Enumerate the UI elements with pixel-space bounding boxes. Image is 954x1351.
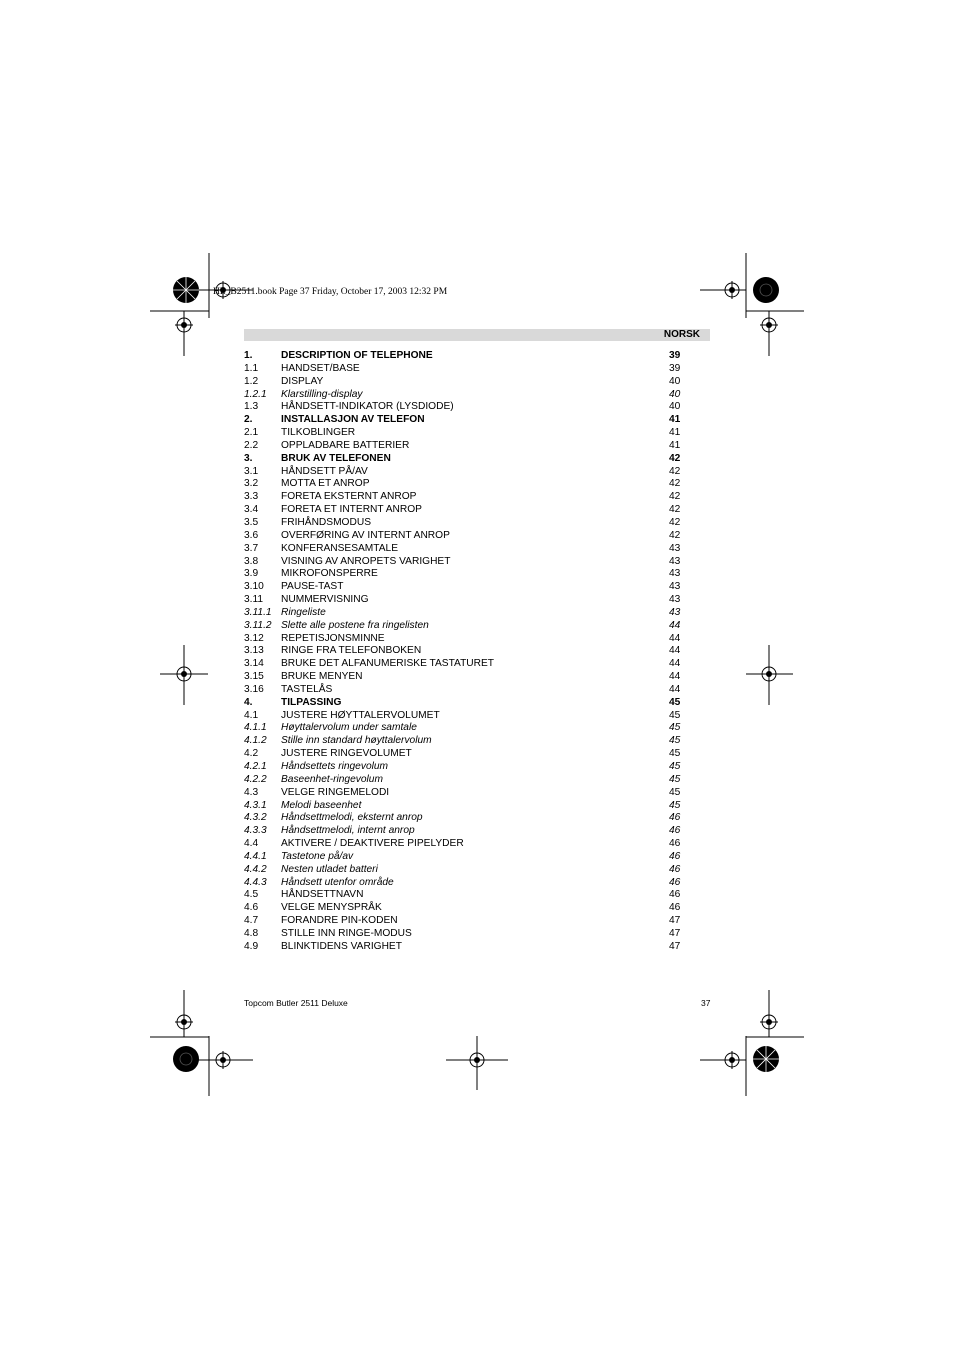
toc-entry — [244, 633, 684, 646]
toc-entry-num: 3.11.2 — [244, 619, 272, 631]
toc-entry-title: Slette alle postene fra ringelisten — [281, 619, 429, 631]
toc-entry-title: Ringeliste — [281, 606, 326, 618]
toc-entry-page: 43 — [669, 568, 681, 580]
toc-entry-page: 42 — [669, 491, 681, 503]
toc-entry-num: 4.4.2 — [244, 863, 267, 875]
toc-entry-title: MOTTA ET ANROP — [281, 478, 370, 490]
toc-entry — [244, 928, 684, 941]
toc-entry-num: 1.2 — [244, 375, 259, 387]
toc-entry-title: DESCRIPTION OF TELEPHONE — [281, 350, 433, 361]
toc-entry — [244, 363, 684, 376]
table-of-contents — [244, 350, 684, 954]
toc-entry-num: 3.6 — [244, 529, 259, 541]
toc-entry-title: Håndsettets ringevolum — [281, 761, 389, 772]
toc-entry-num: 3.1 — [244, 465, 259, 477]
toc-entry-num: 2.2 — [244, 439, 259, 451]
toc-entry-page: 39 — [669, 350, 681, 361]
toc-entry-num: 3.16 — [244, 683, 264, 695]
toc-entry-num: 4.2.2 — [244, 773, 267, 785]
toc-entry-num: 4.3.2 — [244, 812, 267, 824]
toc-entry — [244, 645, 684, 658]
toc-entry-num: 4.2.1 — [244, 761, 267, 772]
toc-entry-page: 40 — [669, 388, 681, 400]
toc-entry-num: 4.2 — [244, 748, 259, 760]
toc-entry — [244, 466, 684, 479]
toc-entry-page: 44 — [669, 619, 681, 631]
toc-entry-page: 41 — [669, 439, 681, 451]
toc-entry-title: Klarstilling-display — [281, 388, 363, 400]
toc-entry-num: 4.1.2 — [244, 735, 267, 747]
toc-entry-title: JUSTERE RINGEVOLUMET — [281, 748, 412, 760]
toc-entry — [244, 427, 684, 440]
toc-entry — [244, 851, 684, 864]
toc-entry-num: 3.8 — [244, 555, 259, 567]
toc-entry — [244, 864, 684, 877]
toc-entry-num: 1.2.1 — [244, 388, 267, 400]
toc-entry-title: VISNING AV ANROPETS VARIGHET — [281, 555, 451, 567]
toc-entry — [244, 530, 684, 543]
toc-entry-num: 4.8 — [244, 927, 259, 939]
toc-entry — [244, 748, 684, 761]
toc-entry — [244, 825, 684, 838]
toc-entry — [244, 453, 684, 466]
toc-entry-page: 45 — [669, 696, 681, 708]
toc-entry — [244, 401, 684, 414]
toc-entry — [244, 556, 684, 569]
toc-entry — [244, 620, 684, 633]
toc-entry-page: 46 — [669, 812, 681, 824]
toc-entry-num: 3.14 — [244, 658, 264, 670]
toc-entry-page: 46 — [669, 838, 681, 850]
toc-entry-title: Tastetone på/av — [281, 850, 354, 862]
toc-entry-title: MIKROFONSPERRE — [281, 568, 378, 580]
toc-entry — [244, 350, 684, 363]
toc-entry-page: 44 — [669, 632, 681, 644]
toc-entry — [244, 684, 684, 697]
toc-entry-page: 46 — [669, 850, 681, 862]
toc-entry — [244, 376, 684, 389]
toc-entry — [244, 568, 684, 581]
toc-entry — [244, 543, 684, 556]
toc-entry-title: Høyttalervolum under samtale — [281, 722, 417, 734]
toc-entry-num: 3.4 — [244, 504, 259, 516]
toc-entry — [244, 710, 684, 723]
toc-entry-page: 46 — [669, 825, 681, 837]
toc-entry-title: TILPASSING — [281, 696, 342, 708]
toc-entry-title: INSTALLASJON AV TELEFON — [281, 414, 425, 426]
toc-entry-page: 44 — [669, 671, 681, 683]
toc-entry-num: 3.2 — [244, 478, 259, 490]
toc-entry — [244, 761, 684, 774]
toc-entry-title: BLINKTIDENS VARIGHET — [281, 940, 402, 952]
footer-product: Topcom Butler 2511 Deluxe — [244, 998, 348, 1008]
toc-entry-page: 46 — [669, 902, 681, 914]
toc-entry-title: FORETA EKSTERNT ANROP — [281, 491, 417, 503]
toc-entry-title: Håndsettmelodi, eksternt anrop — [281, 812, 423, 824]
toc-entry-title: TASTELÅS — [281, 683, 333, 695]
toc-entry-num: 4. — [244, 696, 253, 708]
toc-entry-page: 46 — [669, 876, 681, 888]
toc-entry — [244, 478, 684, 491]
toc-entry-page: 45 — [669, 786, 681, 798]
toc-entry-title: NUMMERVISNING — [281, 594, 369, 606]
toc-entry-title: Stille inn standard høyttalervolum — [281, 735, 432, 747]
toc-entry-page: 45 — [669, 709, 681, 721]
toc-entry — [244, 517, 684, 530]
toc-entry — [244, 800, 684, 813]
toc-entry-num: 4.4 — [244, 838, 259, 850]
toc-entry-num: 3.12 — [244, 632, 264, 644]
toc-entry-title: HÅNDSETT-INDIKATOR (LYSDIODE) — [281, 401, 454, 413]
toc-entry — [244, 735, 684, 748]
toc-entry-title: BRUKE DET ALFANUMERISKE TASTATURET — [281, 658, 495, 670]
toc-entry — [244, 697, 684, 710]
toc-entry-page: 46 — [669, 889, 681, 901]
toc-entry-num: 4.3.1 — [244, 799, 267, 811]
toc-entry-page: 42 — [669, 478, 681, 490]
toc-entry-title: STILLE INN RINGE-MODUS — [281, 927, 412, 939]
toc-entry — [244, 491, 684, 504]
toc-entry-num: 4.4.1 — [244, 850, 267, 862]
toc-entry-num: 3.7 — [244, 542, 259, 554]
toc-entry-page: 45 — [669, 799, 681, 811]
toc-entry-title: OVERFØRING AV INTERNT ANROP — [281, 529, 450, 541]
toc-entry-page: 45 — [669, 773, 681, 785]
toc-entry-num: 1.1 — [244, 362, 259, 374]
toc-entry-page: 42 — [669, 465, 681, 477]
toc-entry-title: VELGE RINGEMELODI — [281, 786, 390, 798]
toc-entry-title: RINGE FRA TELEFONBOKEN — [281, 645, 422, 657]
toc-entry-num: 3.9 — [244, 568, 259, 580]
toc-entry-num: 3.3 — [244, 491, 259, 503]
toc-entry — [244, 594, 684, 607]
toc-entry-title: HANDSET/BASE — [281, 362, 360, 374]
toc-entry-title: BRUKE MENYEN — [281, 671, 363, 683]
toc-entry-page: 45 — [669, 722, 681, 734]
toc-entry — [244, 915, 684, 928]
toc-entry-num: 3.5 — [244, 516, 259, 528]
toc-entry — [244, 440, 684, 453]
toc-entry-page: 44 — [669, 658, 681, 670]
toc-entry — [244, 838, 684, 851]
toc-entry-page: 45 — [669, 748, 681, 760]
toc-entry-title: JUSTERE HØYTTALERVOLUMET — [281, 709, 440, 721]
toc-entry-title: PAUSE-TAST — [281, 581, 344, 593]
toc-entry-page: 46 — [669, 863, 681, 875]
toc-entry — [244, 889, 684, 902]
toc-entry-page: 45 — [669, 761, 681, 772]
toc-entry-title: KONFERANSESAMTALE — [281, 542, 398, 554]
toc-entry-num: 3.13 — [244, 645, 264, 657]
toc-entry-page: 42 — [669, 529, 681, 541]
toc-entry-num: 3.11.1 — [244, 606, 272, 618]
toc-entry-title: HÅNDSETTNAVN — [281, 889, 364, 901]
toc-entry — [244, 607, 684, 620]
toc-entry-page: 43 — [669, 581, 681, 593]
toc-entry-page: 43 — [669, 542, 681, 554]
toc-entry-page: 40 — [669, 401, 681, 413]
toc-entry — [244, 722, 684, 735]
toc-entry-page: 47 — [669, 940, 681, 952]
toc-entry-title: Håndsett utenfor område — [281, 876, 394, 888]
toc-entry — [244, 671, 684, 684]
toc-entry-title: Håndsettmelodi, internt anrop — [281, 825, 415, 837]
toc-entry-page: 41 — [669, 414, 681, 426]
toc-entry-num: 4.9 — [244, 940, 259, 952]
toc-entry-title: Nesten utladet batteri — [281, 863, 378, 875]
language-label: NORSK — [663, 329, 700, 340]
toc-entry — [244, 774, 684, 787]
toc-entry-page: 40 — [669, 375, 681, 387]
toc-entry-page: 45 — [669, 735, 681, 747]
toc-entry-num: 4.1.1 — [244, 722, 267, 734]
toc-entry-num: 4.5 — [244, 889, 259, 901]
toc-entry — [244, 812, 684, 825]
toc-entry — [244, 658, 684, 671]
toc-entry-num: 1. — [244, 350, 253, 361]
toc-entry-title: VELGE MENYSPRÅK — [281, 902, 382, 914]
toc-entry — [244, 902, 684, 915]
toc-entry-page: 42 — [669, 516, 681, 528]
toc-entry-num: 3.10 — [244, 581, 264, 593]
toc-entry-page: 44 — [669, 683, 681, 695]
toc-entry-page: 47 — [669, 927, 681, 939]
toc-entry-page: 43 — [669, 594, 681, 606]
toc-entry-page: 42 — [669, 504, 681, 516]
toc-entry-title: FORETA ET INTERNT ANROP — [281, 504, 422, 516]
toc-entry-num: 4.6 — [244, 902, 259, 914]
toc-entry-title: BRUK AV TELEFONEN — [281, 452, 391, 464]
toc-entry-page: 41 — [669, 427, 681, 439]
toc-entry — [244, 414, 684, 427]
toc-entry-num: 4.3 — [244, 786, 259, 798]
toc-entry-title: Baseenhet-ringevolum — [281, 773, 383, 785]
toc-entry-title: TILKOBLINGER — [281, 427, 356, 439]
toc-entry-title: DISPLAY — [281, 375, 324, 387]
toc-entry-page: 47 — [669, 915, 681, 927]
toc-entry-num: 4.7 — [244, 915, 259, 927]
toc-entry-title: HÅNDSETT PÅ/AV — [281, 465, 368, 477]
toc-entry — [244, 787, 684, 800]
toc-entry-page: 44 — [669, 645, 681, 657]
footer-page-number: 37 — [701, 998, 711, 1008]
toc-entry — [244, 941, 684, 954]
print-info-header: HL_B2511.book Page 37 Friday, October 17, 2003 12:32 PM — [213, 287, 448, 297]
toc-entry-title: AKTIVERE / DEAKTIVERE PIPELYDER — [281, 838, 464, 850]
toc-entry — [244, 389, 684, 402]
toc-entry-num: 3.11 — [244, 594, 264, 606]
toc-entry-num: 3.15 — [244, 671, 264, 683]
toc-entry-title: FRIHÅNDSMODUS — [281, 516, 371, 528]
toc-entry-num: 4.4.3 — [244, 876, 267, 888]
language-bar — [244, 329, 710, 341]
toc-entry-num: 4.3.3 — [244, 825, 267, 837]
toc-entry-num: 4.1 — [244, 709, 259, 721]
toc-entry-num: 2.1 — [244, 427, 259, 439]
toc-entry-page: 43 — [669, 606, 681, 618]
toc-entry-num: 1.3 — [244, 401, 259, 413]
toc-entry — [244, 877, 684, 890]
toc-entry-page: 43 — [669, 555, 681, 567]
toc-entry-title: Melodi baseenhet — [281, 799, 362, 811]
toc-entry — [244, 581, 684, 594]
toc-entry-num: 2. — [244, 414, 253, 426]
toc-entry-title: REPETISJONSMINNE — [281, 632, 385, 644]
toc-entry-title: FORANDRE PIN-KODEN — [281, 915, 398, 927]
toc-entry-num: 3. — [244, 452, 253, 464]
toc-entry-page: 39 — [669, 362, 681, 374]
toc-entry-title: OPPLADBARE BATTERIER — [281, 439, 410, 451]
toc-entry — [244, 504, 684, 517]
toc-entry-page: 42 — [669, 452, 681, 464]
